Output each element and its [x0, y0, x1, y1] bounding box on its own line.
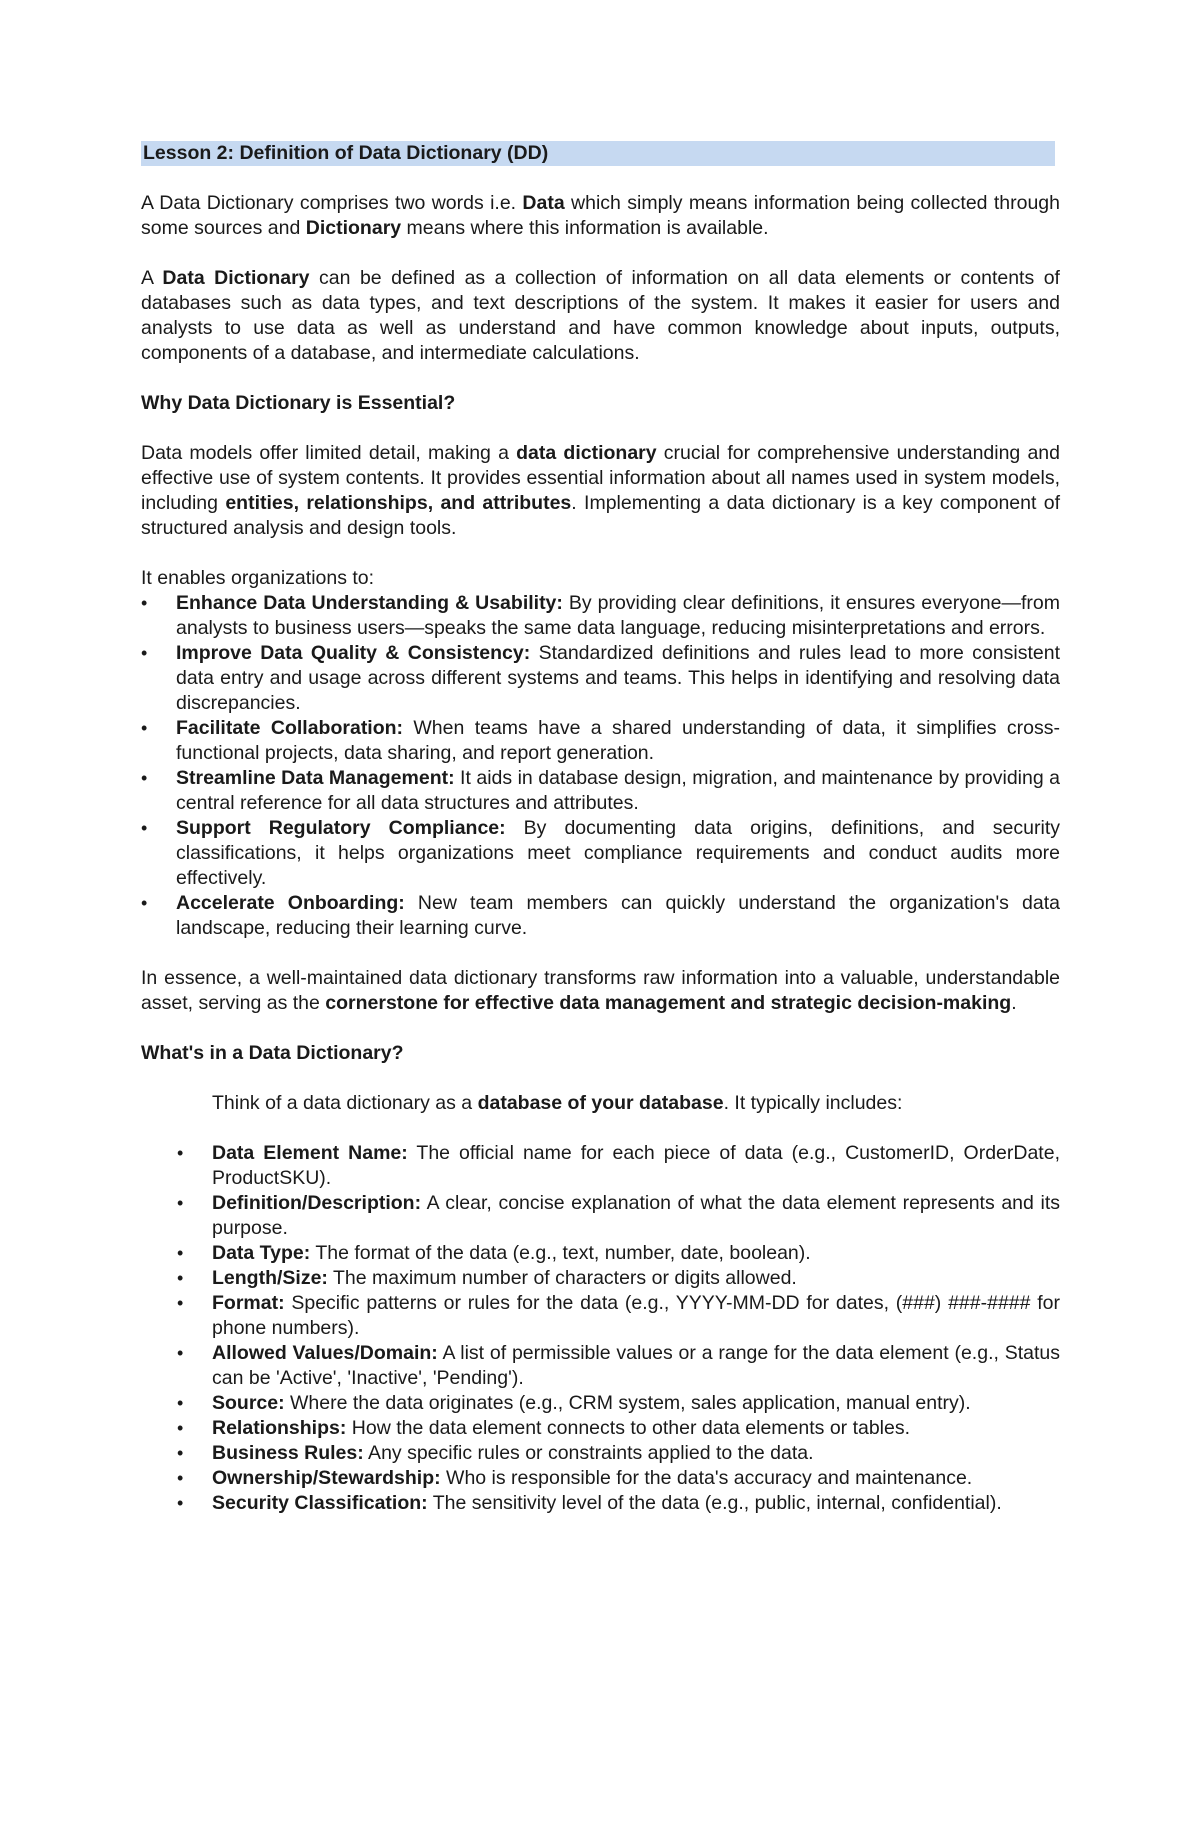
- benefit-desc: When teams have a shared understanding of data, it simplifies cross-functional projects, data sharing, and report generation.: [176, 717, 1060, 764]
- intro-paragraph: [141, 191, 1060, 241]
- list-item: [177, 1141, 1060, 1191]
- bold-term: entities, relationships, and attributes: [225, 492, 572, 514]
- content-desc: The official name for each piece of data (e.g., CustomerID, OrderDate, ProductSKU).: [212, 1142, 1060, 1189]
- bold-term: Dictionary: [305, 217, 402, 239]
- list-item: [177, 1466, 1060, 1491]
- bold-term: cornerstone for effective data management and strategic decision-making: [325, 992, 1012, 1014]
- text-run: means where this information is available.: [401, 217, 769, 239]
- bold-term: database of your database: [477, 1092, 724, 1114]
- lesson-title: Lesson 2: Definition of Data Dictionary (DD): [141, 141, 1055, 166]
- content-desc: How the data element connects to other data elements or tables.: [346, 1417, 911, 1439]
- text-run: . It typically includes:: [723, 1092, 903, 1114]
- content-desc: A list of permissible values or a range for the data element (e.g., Status can be 'Active', 'Inactive', 'Pending').: [212, 1342, 1060, 1389]
- bold-term: Data Dictionary: [162, 267, 310, 289]
- bullet-icon: •: [141, 643, 148, 663]
- list-item: [141, 591, 1060, 641]
- text-run: A Data Dictionary comprises two words i.e.: [141, 192, 523, 214]
- contents-intro: [212, 1091, 1060, 1116]
- list-item: [177, 1291, 1060, 1341]
- bullet-icon: •: [177, 1493, 184, 1513]
- content-term: Format:: [212, 1292, 285, 1314]
- text-run: which simply means information being collected through some sources and: [141, 192, 1060, 239]
- bold-term: Data: [522, 192, 565, 214]
- content-desc: Specific patterns or rules for the data (e.g., YYYY-MM-DD for dates, (###) ###-#### for phone numbers).: [212, 1292, 1060, 1339]
- section-heading-why: Why Data Dictionary is Essential?: [141, 392, 456, 414]
- bullet-icon: •: [177, 1293, 184, 1313]
- content-desc: A clear, concise explanation of what the data element represents and its purpose.: [212, 1192, 1060, 1239]
- bullet-icon: •: [141, 718, 148, 738]
- content-desc: The sensitivity level of the data (e.g., public, internal, confidential).: [427, 1492, 1002, 1514]
- benefit-desc: It aids in database design, migration, and maintenance by providing a central reference for all data structures and attributes.: [176, 767, 1060, 814]
- list-item: [141, 641, 1060, 716]
- bullet-icon: •: [141, 593, 148, 613]
- content-term: Definition/Description:: [212, 1192, 422, 1214]
- list-item: [177, 1266, 1060, 1291]
- text-run: Think of a data dictionary as a: [212, 1092, 478, 1114]
- bullet-icon: •: [177, 1443, 184, 1463]
- benefit-desc: By documenting data origins, definitions, and security classifications, it helps organizations meet compliance requirements and conduct audits more effectively.: [176, 817, 1060, 889]
- bold-term: data dictionary: [516, 442, 657, 464]
- content-desc: Any specific rules or constraints applied to the data.: [363, 1442, 814, 1464]
- content-term: Relationships:: [212, 1417, 347, 1439]
- list-item: [177, 1241, 1060, 1266]
- text-run: In essence, a well-maintained data dictionary transforms raw information into a valuable, understandable asset, serving as the: [141, 967, 1060, 1014]
- text-run: can be defined as a collection of information on all data elements or contents of databases such as data types, and text descriptions of the system. It makes it easier for users and analysts to use data as well as understand and have common knowledge about inputs, outputs, components of a database, and intermediate calculations.: [141, 267, 1060, 364]
- content-desc: Who is responsible for the data's accuracy and maintenance.: [440, 1467, 973, 1489]
- text-run: .: [1011, 992, 1017, 1014]
- essential-paragraph: [141, 441, 1060, 541]
- benefit-term: Enhance Data Understanding & Usability:: [176, 592, 563, 614]
- bullet-icon: •: [141, 893, 148, 913]
- bullet-icon: •: [177, 1393, 184, 1413]
- bullet-icon: •: [177, 1418, 184, 1438]
- list-item: [177, 1491, 1060, 1516]
- content-term: Ownership/Stewardship:: [212, 1467, 441, 1489]
- list-item: [177, 1191, 1060, 1241]
- benefit-desc: Standardized definitions and rules lead to more consistent data entry and usage across different systems and teams. This helps in identifying and resolving data discrepancies.: [176, 642, 1060, 714]
- list-item: [177, 1391, 1060, 1416]
- content-term: Security Classification:: [212, 1492, 428, 1514]
- content-term: Length/Size:: [212, 1267, 328, 1289]
- essence-paragraph: [141, 966, 1060, 1016]
- text-run: A: [141, 267, 163, 289]
- list-item: [177, 1341, 1060, 1391]
- benefit-term: Support Regulatory Compliance:: [176, 817, 506, 839]
- content-term: Allowed Values/Domain:: [212, 1342, 438, 1364]
- bullet-icon: •: [177, 1343, 184, 1363]
- content-desc: The maximum number of characters or digits allowed.: [327, 1267, 797, 1289]
- benefits-list: [141, 591, 1060, 941]
- list-item: [177, 1441, 1060, 1466]
- content-term: Data Type:: [212, 1242, 311, 1264]
- bullet-icon: •: [141, 768, 148, 788]
- benefit-term: Facilitate Collaboration:: [176, 717, 404, 739]
- list-item: [141, 816, 1060, 891]
- bullet-icon: •: [177, 1193, 184, 1213]
- benefit-desc: New team members can quickly understand the organization's data landscape, reducing their learning curve.: [176, 892, 1061, 939]
- enables-intro: It enables organizations to:: [141, 567, 375, 589]
- benefit-term: Streamline Data Management:: [176, 767, 455, 789]
- text-run: crucial for comprehensive understanding and effective use of system contents. It provides essential information about all names used in system models, including: [141, 442, 1061, 514]
- section-heading-whats-in: What's in a Data Dictionary?: [141, 1042, 404, 1064]
- benefit-term: Improve Data Quality & Consistency:: [176, 642, 531, 664]
- document-page: [141, 141, 1060, 1516]
- text-run: . Implementing a data dictionary is a key component of structured analysis and design tools.: [141, 492, 1060, 539]
- content-term: Data Element Name:: [212, 1142, 408, 1164]
- benefit-term: Accelerate Onboarding:: [176, 892, 405, 914]
- content-term: Business Rules:: [212, 1442, 364, 1464]
- list-item: [141, 716, 1060, 766]
- list-item: [141, 891, 1060, 941]
- bullet-icon: •: [177, 1143, 184, 1163]
- definition-paragraph: [141, 266, 1060, 366]
- bullet-icon: •: [177, 1243, 184, 1263]
- list-item: [177, 1416, 1060, 1441]
- text-run: Data models offer limited detail, making a: [141, 442, 517, 464]
- benefit-desc: By providing clear definitions, it ensures everyone—from analysts to business users—speaks the same data language, reducing misinterpretations and errors.: [176, 592, 1060, 639]
- content-term: Source:: [212, 1392, 285, 1414]
- bullet-icon: •: [141, 818, 148, 838]
- contents-list: [177, 1141, 1060, 1516]
- list-item: [141, 766, 1060, 816]
- content-desc: The format of the data (e.g., text, number, date, boolean).: [310, 1242, 811, 1264]
- bullet-icon: •: [177, 1468, 184, 1488]
- bullet-icon: •: [177, 1268, 184, 1288]
- content-desc: Where the data originates (e.g., CRM system, sales application, manual entry).: [284, 1392, 971, 1414]
